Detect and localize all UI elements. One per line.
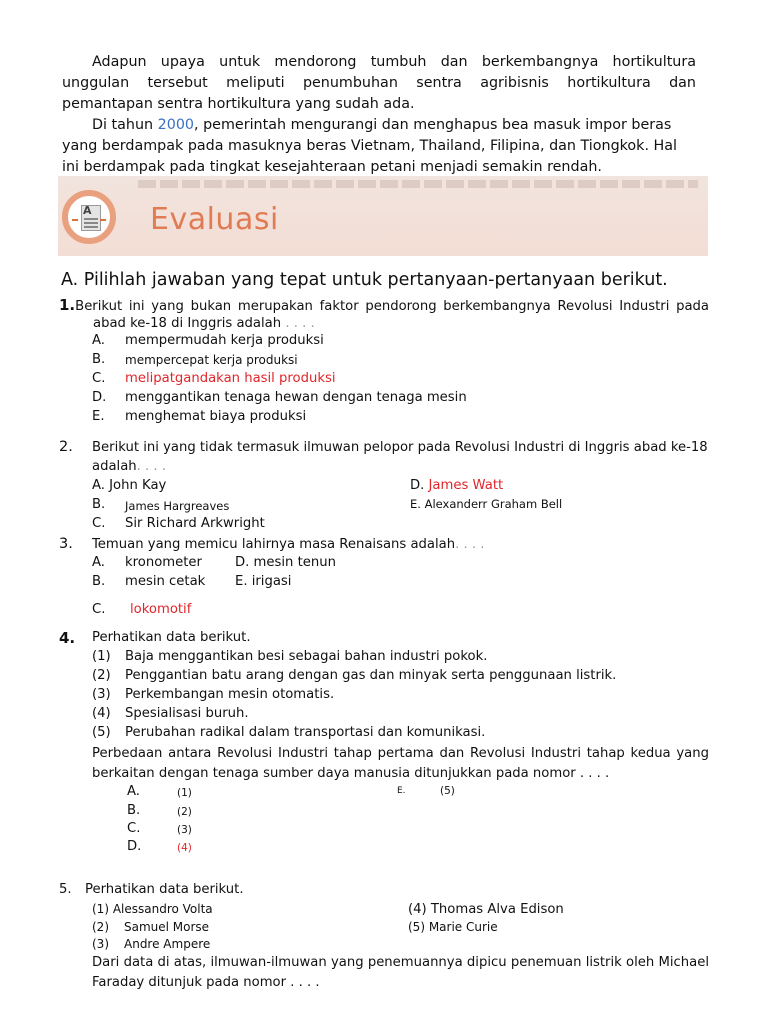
data-item-text: Perubahan radikal dalam transportasi dan komunikasi. <box>125 725 486 740</box>
question-number: 2. <box>59 439 73 455</box>
question-stem: Perhatikan data berikut. <box>92 630 251 645</box>
option-text[interactable]: (1) <box>177 787 192 799</box>
section-heading: A. Pilihlah jawaban yang tepat untuk pertanyaan-pertanyaan berikut. <box>61 270 668 290</box>
document-badge-icon <box>62 190 116 244</box>
question-stem: Faraday ditunjuk pada nomor . . . . <box>92 975 320 990</box>
data-item-text: Spesialisasi buruh. <box>125 706 249 721</box>
option-row[interactable] <box>410 478 503 493</box>
data-item: (1) Alessandro Volta <box>92 902 213 916</box>
question-number: 1. <box>59 296 76 314</box>
question-number: 4. <box>59 629 76 647</box>
option-letter[interactable]: E. <box>397 786 406 796</box>
data-item-number: (1) <box>92 649 111 664</box>
intro-line: unggulan tersebut meliputi penumbuhan sentra agribisnis hortikultura dan <box>62 75 696 91</box>
blank-dots: . . . . <box>455 537 485 552</box>
option-letter[interactable]: C. <box>92 516 106 531</box>
question-stem-text: adalah <box>92 459 137 474</box>
question-text <box>59 296 709 314</box>
data-item-text: Baja menggantikan besi sebagai bahan industri pokok. <box>125 649 488 664</box>
option-text[interactable]: A. John Kay <box>92 478 167 493</box>
arrow-left-icon <box>72 219 78 221</box>
intro-text: , pemerintah mengurangi dan menghapus bea masuk impor beras <box>194 117 672 133</box>
data-item-number: (2) <box>92 920 109 934</box>
option-letter: D. <box>410 478 429 493</box>
option-letter[interactable]: A. <box>92 555 105 570</box>
intro-line <box>92 115 671 136</box>
option-text[interactable]: (3) <box>177 824 192 836</box>
question-stem: Berikut ini yang bukan merupakan faktor pendorong berkembangnya Revolusi Industri pada <box>75 299 709 314</box>
blank-dots: . . . . <box>285 316 315 331</box>
option-text[interactable]: (5) <box>440 785 455 797</box>
answer-option-text[interactable]: (4) <box>177 842 192 854</box>
option-letter[interactable]: A. <box>127 784 140 799</box>
question-number: 5. <box>59 882 72 897</box>
option-text[interactable]: James Hargreaves <box>125 499 230 513</box>
option-text[interactable]: D. mesin tenun <box>235 555 336 570</box>
banner-decoration <box>138 180 698 188</box>
data-item-number: (3) <box>92 937 109 951</box>
option-text[interactable]: mempercepat kerja produksi <box>125 353 298 367</box>
option-text[interactable]: E. irigasi <box>235 574 292 589</box>
badge-letter: A <box>83 204 92 217</box>
data-item-number: (3) <box>92 687 111 702</box>
question-number: 3. <box>59 536 73 552</box>
question-text <box>93 316 315 331</box>
intro-line: ini berdampak pada tingkat kesejahteraan petani menjadi semakin rendah. <box>62 159 602 175</box>
question-stem: berkaitan dengan tenaga sumber daya manusia ditunjukkan pada nomor . . . . <box>92 766 610 781</box>
banner-title: Evaluasi <box>150 202 279 237</box>
option-row[interactable] <box>92 390 106 405</box>
option-letter[interactable]: B. <box>92 574 106 589</box>
option-letter: A. <box>92 333 105 348</box>
option-row[interactable] <box>92 371 105 386</box>
option-letter[interactable]: B. <box>92 497 106 512</box>
answer-option-text[interactable]: lokomotif <box>130 602 192 617</box>
option-letter: C. <box>92 371 106 386</box>
intro-line: yang berdampak pada masuknya beras Vietnam, Thailand, Filipina, dan Tiongkok. Hal <box>62 138 678 154</box>
option-letter[interactable]: C. <box>127 821 141 836</box>
data-item: (5) Marie Curie <box>408 920 498 934</box>
option-text[interactable]: mempermudah kerja produksi <box>125 333 324 348</box>
blank-dots: . . . . <box>136 459 166 474</box>
option-letter[interactable]: C. <box>92 602 106 617</box>
option-letter[interactable]: B. <box>127 803 141 818</box>
answer-option-text[interactable]: melipatgandakan hasil produksi <box>125 371 336 386</box>
question-stem-text: Temuan yang memicu lahirnya masa Renaisans adalah <box>92 537 456 552</box>
intro-line: Adapun upaya untuk mendorong tumbuh dan berkembangnya hortikultura <box>92 54 696 70</box>
question-stem <box>92 537 484 552</box>
question-stem: abad ke-18 di Inggris adalah <box>93 316 286 331</box>
data-item: (4) Thomas Alva Edison <box>408 902 564 917</box>
option-row[interactable] <box>92 352 105 367</box>
question-stem: Dari data di atas, ilmuwan-ilmuwan yang penemuannya dipicu penemuan listrik oleh Michael <box>92 955 709 970</box>
data-item-number: (5) <box>92 725 111 740</box>
data-item-text: Perkembangan mesin otomatis. <box>125 687 335 702</box>
option-text[interactable]: menggantikan tenaga hewan dengan tenaga mesin <box>125 390 467 405</box>
data-item-text: Andre Ampere <box>124 937 211 951</box>
question-stem: Perhatikan data berikut. <box>85 882 244 897</box>
data-item-number: (2) <box>92 668 111 683</box>
arrow-right-icon <box>100 219 106 221</box>
option-text[interactable]: kronometer <box>125 555 202 570</box>
option-letter: B. <box>92 352 106 367</box>
data-item-text: Samuel Morse <box>124 920 210 934</box>
option-row[interactable] <box>92 409 105 424</box>
option-text[interactable]: E. Alexanderr Graham Bell <box>410 497 563 511</box>
option-text[interactable]: Sir Richard Arkwright <box>125 516 265 531</box>
option-letter: E. <box>92 409 105 424</box>
option-row[interactable] <box>92 333 105 348</box>
evaluasi-banner <box>58 176 708 256</box>
option-text[interactable]: menghemat biaya produksi <box>125 409 307 424</box>
option-letter[interactable]: D. <box>127 839 142 854</box>
question-stem <box>92 459 166 474</box>
intro-line: pemantapan sentra hortikultura yang sudah ada. <box>62 96 415 112</box>
intro-text: Di tahun <box>92 117 158 133</box>
year: 2000 <box>157 117 195 133</box>
question-stem: Berikut ini yang tidak termasuk ilmuwan pelopor pada Revolusi Industri di Inggris abad ke-18 <box>92 440 708 455</box>
question-stem: Perbedaan antara Revolusi Industri tahap pertama dan Revolusi Industri tahap kedua yang <box>92 746 709 761</box>
option-letter: D. <box>92 390 107 405</box>
option-text[interactable]: (2) <box>177 806 192 818</box>
option-text[interactable]: mesin cetak <box>125 574 206 589</box>
answer-option-text: James Watt <box>428 478 504 493</box>
data-item-text: Penggantian batu arang dengan gas dan minyak serta penggunaan listrik. <box>125 668 617 683</box>
data-item-number: (4) <box>92 706 111 721</box>
